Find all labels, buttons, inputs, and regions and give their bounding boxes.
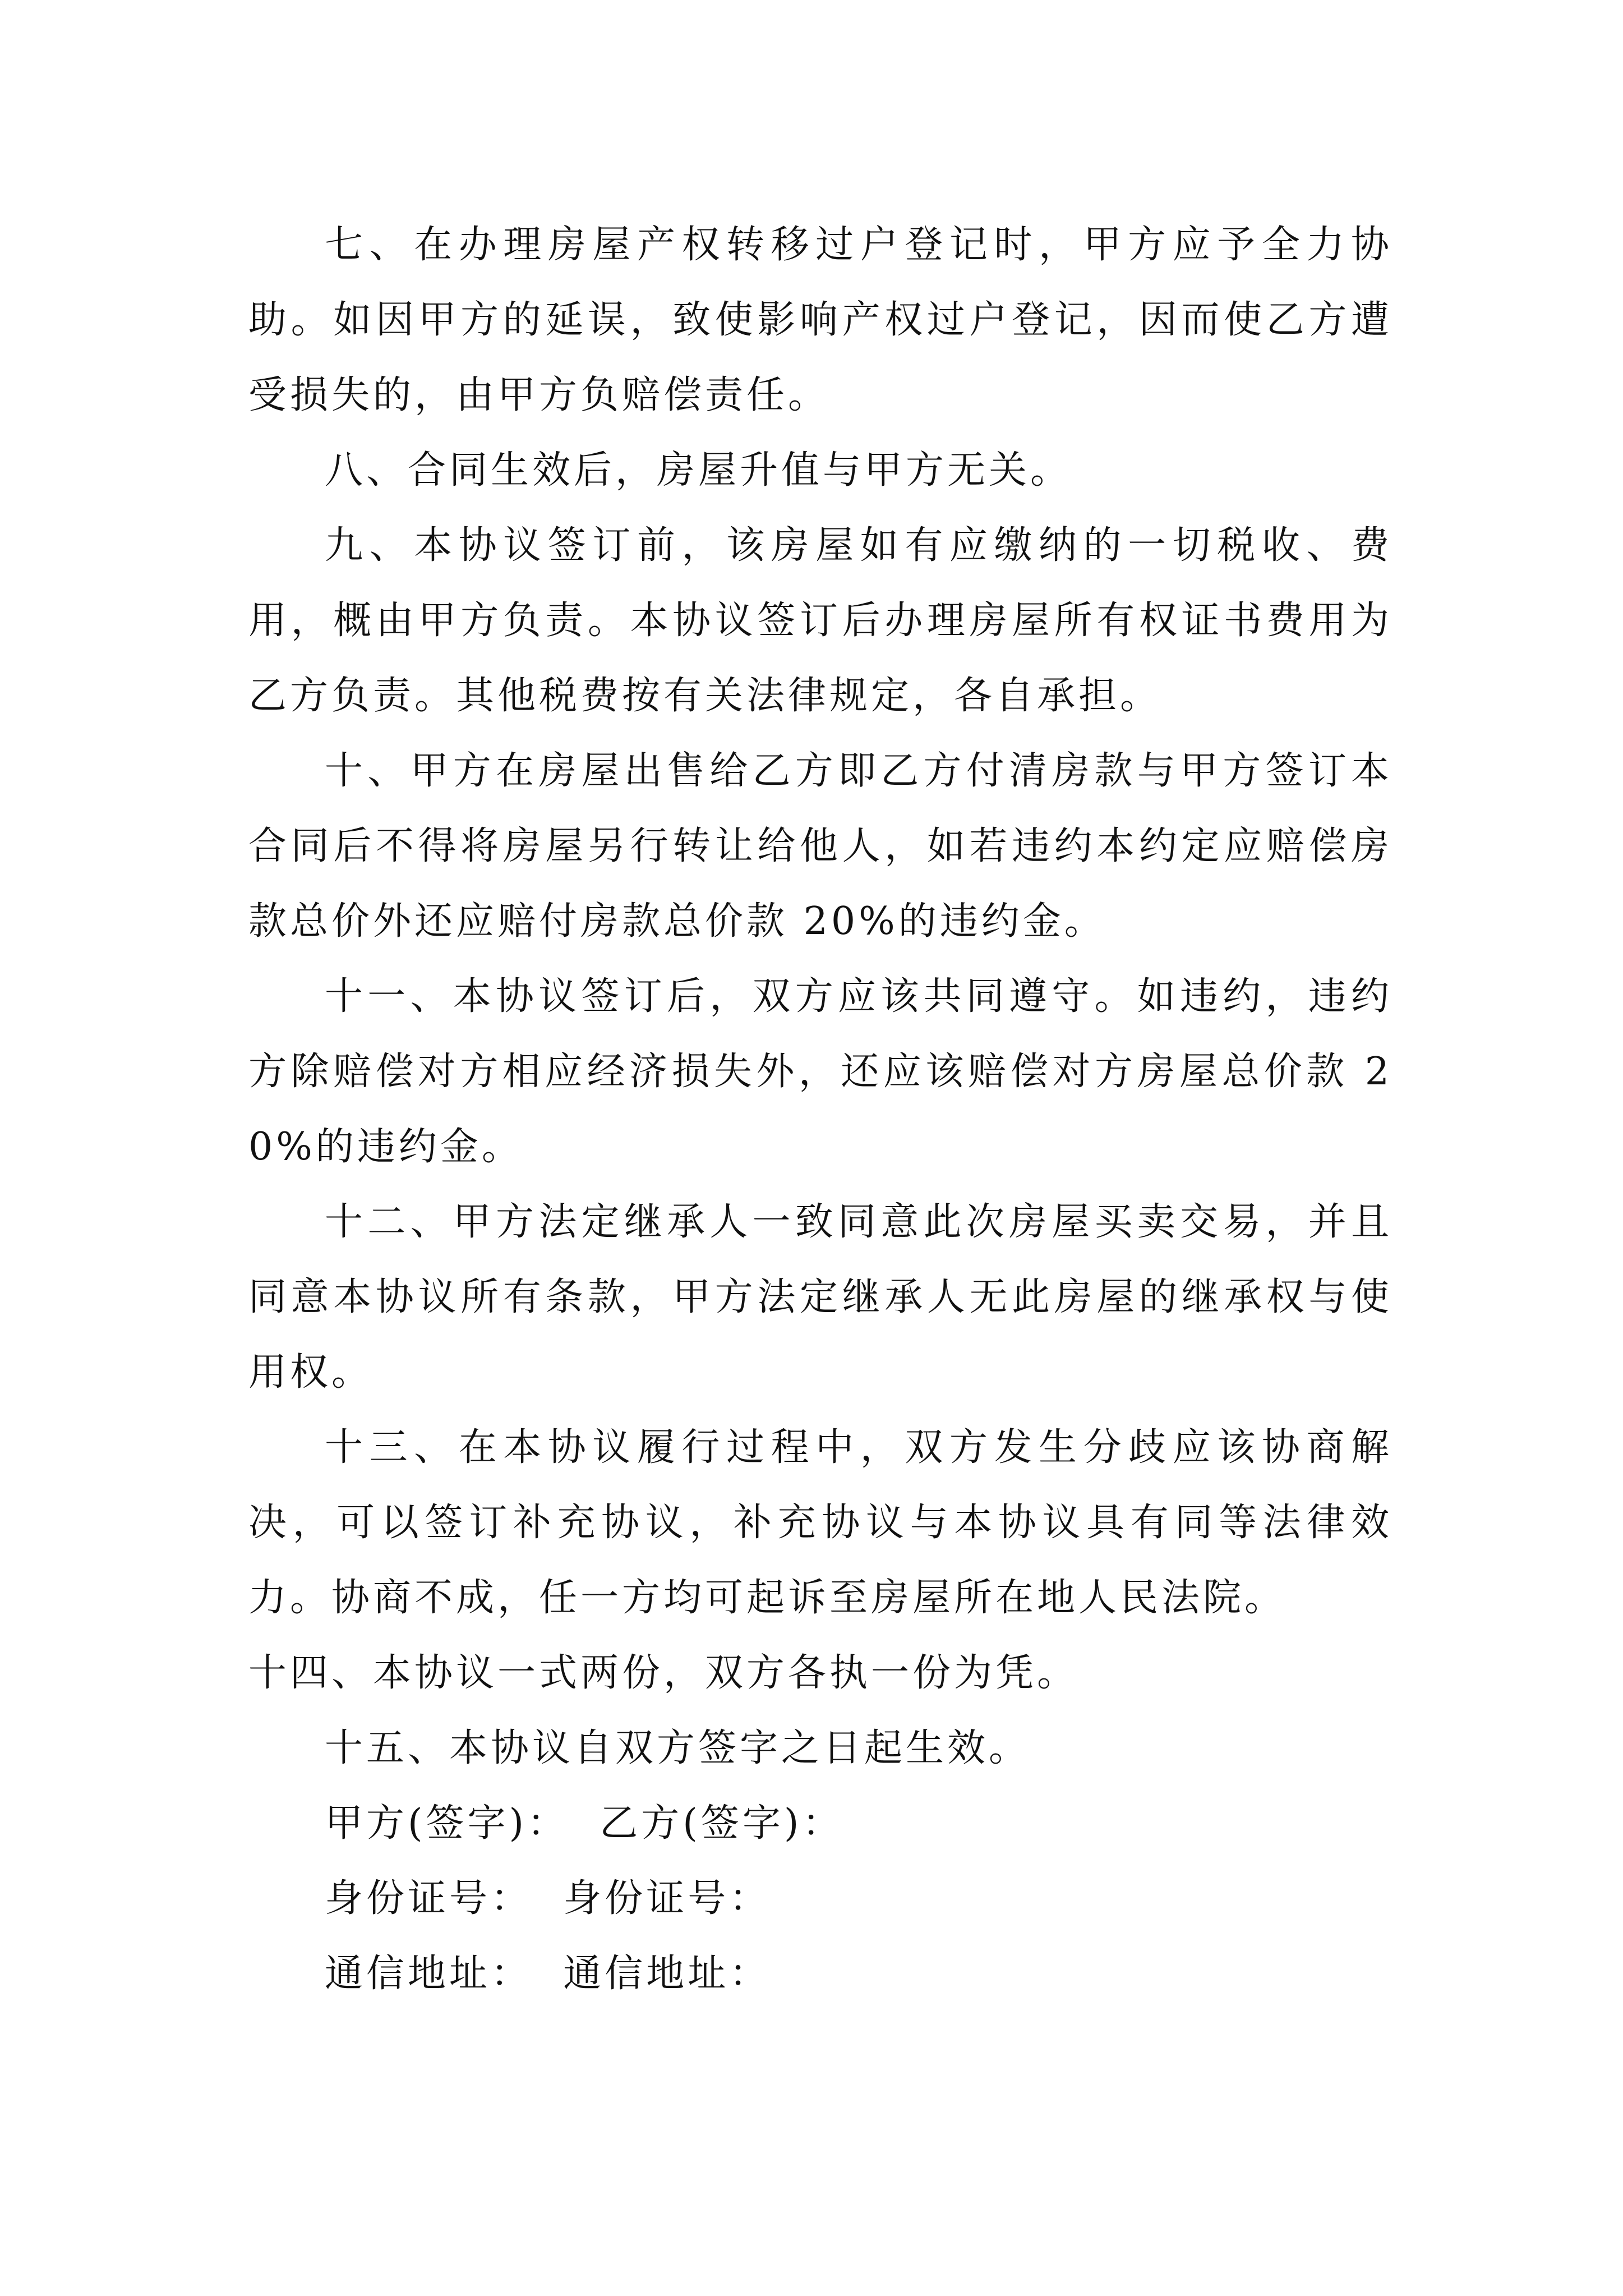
clause-7: 七、在办理房屋产权转移过户登记时，甲方应予全力协助。如因甲方的延误，致使影响产权过户登记，因而使乙方遭受损失的，由甲方负赔偿责任。	[248, 223, 1393, 417]
party-a-id-label: 身份证号：	[325, 1876, 533, 1921]
clause-11: 十一、本协议签订后，双方应该共同遵守。如违约，违约方除赔偿对方相应经济损失外，还应该赔偿对方房屋总价款 20%的违约金。	[248, 974, 1393, 1169]
party-b-address-label: 通信地址：	[563, 1952, 771, 1996]
clause-8: 八、合同生效后，房屋升值与甲方无关。	[325, 448, 1072, 493]
clause-15: 十五、本协议自双方签字之日起生效。	[325, 1726, 1031, 1770]
clause-13: 十三、在本协议履行过程中，双方发生分歧应该协商解决，可以签订补充协议，补充协议与本协议具有同等法律效力。协商不成，任一方均可起诉至房屋所在地人民法院。	[248, 1425, 1393, 1620]
address-row	[248, 1936, 1393, 2012]
clause-12: 十二、甲方法定继承人一致同意此次房屋买卖交易，并且同意本协议所有条款，甲方法定继承人无此房屋的继承权与使用权。	[248, 1200, 1393, 1395]
clause-14: 十四、本协议一式两份，双方各执一份为凭。	[248, 1651, 1079, 1695]
party-a-signature-label: 甲方(签字)：	[325, 1801, 569, 1846]
party-b-signature-label: 乙方(签字)：	[600, 1801, 844, 1846]
document-body	[248, 208, 1393, 2012]
clause-10: 十、甲方在房屋出售给乙方即乙方付清房款与甲方签订本合同后不得将房屋另行转让给他人，如若违约本约定应赔偿房款总价外还应赔付房款总价款 20%的违约金。	[248, 749, 1393, 944]
party-a-address-label: 通信地址：	[325, 1952, 533, 1996]
party-b-id-label: 身份证号：	[563, 1876, 771, 1921]
signature-row	[248, 1786, 1393, 1861]
clause-9: 九、本协议签订前，该房屋如有应缴纳的一切税收、费用，概由甲方负责。本协议签订后办理房屋所有权证书费用为乙方负责。其他税费按有关法律规定，各自承担。	[248, 523, 1393, 718]
id-number-row	[248, 1861, 1393, 1936]
